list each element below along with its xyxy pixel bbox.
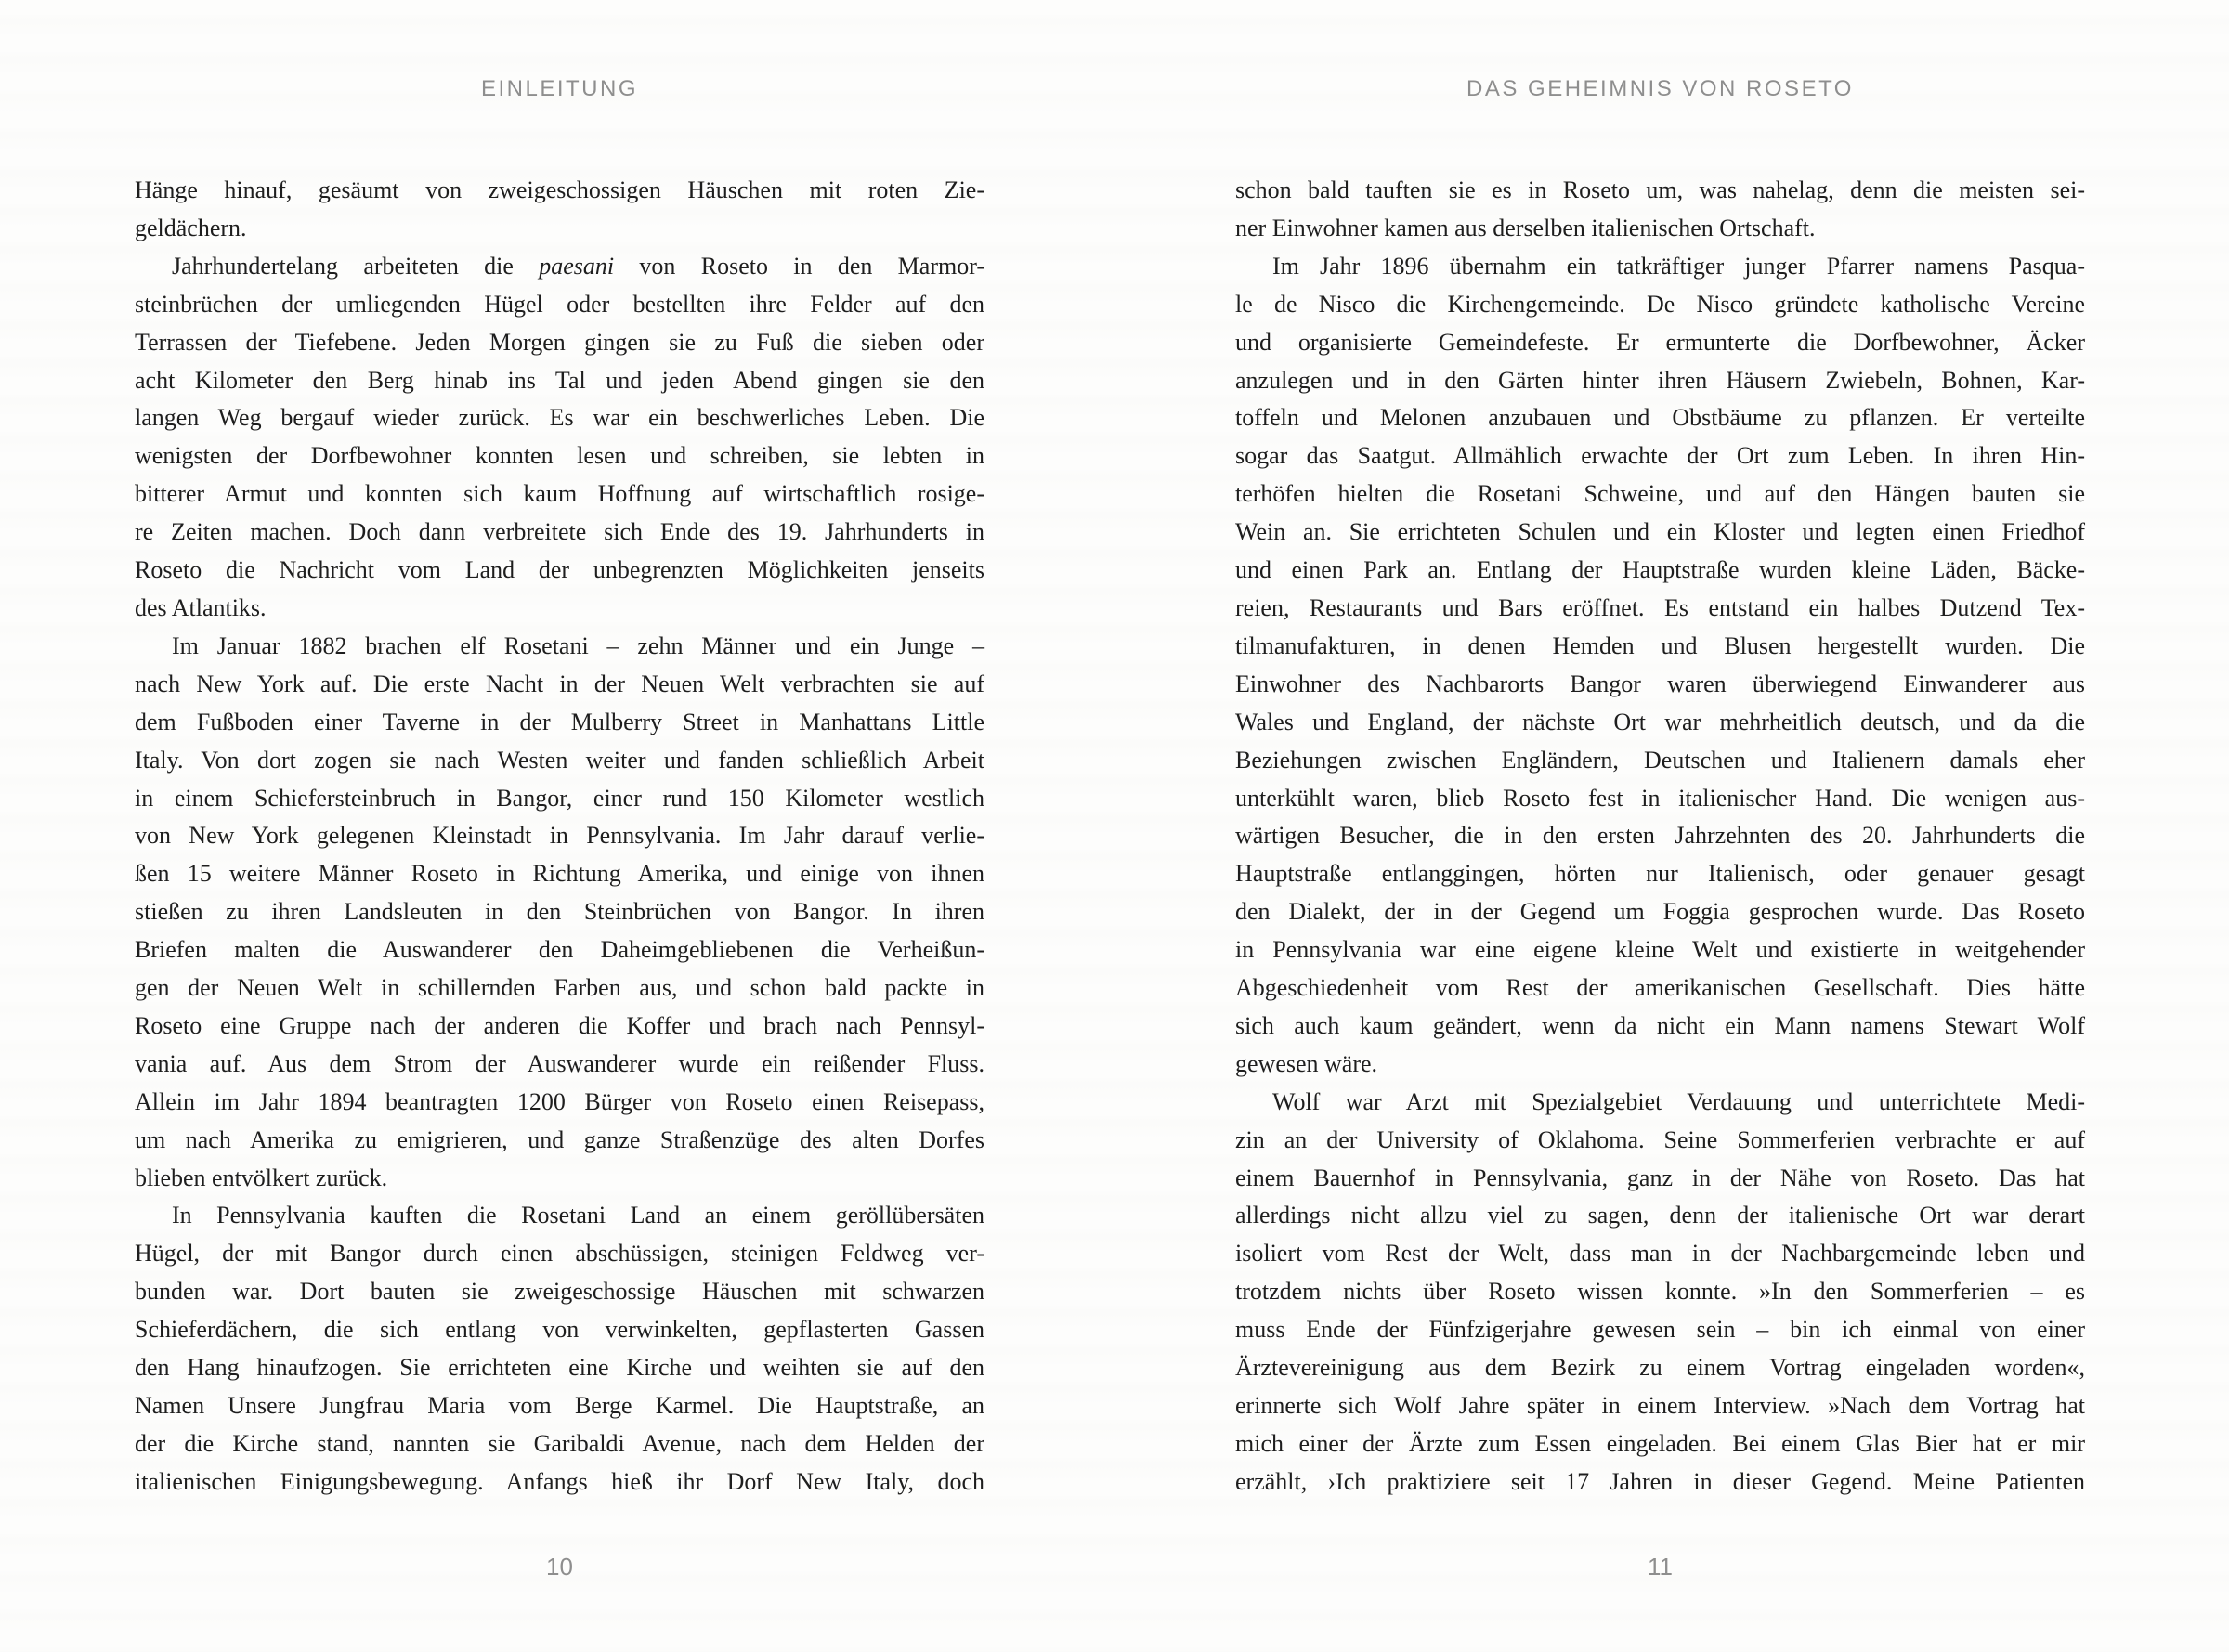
text-line: bunden war. Dort bauten sie zweigeschossige Häuschen mit schwarzen	[135, 1278, 984, 1306]
right-page	[1114, 0, 2229, 1652]
text-line: um nach Amerika zu emigrieren, und ganze Straßenzüge des alten Dorfes	[135, 1125, 984, 1153]
text-line: und einen Park an. Entlang der Hauptstraße wurden kleine Läden, Bäcke-	[1235, 556, 2085, 584]
text-line: anzulegen und in den Gärten hinter ihren Häusern Zwiebeln, Bohnen, Kar-	[1235, 366, 2085, 394]
text-line: stießen zu ihren Landsleuten in den Steinbrüchen von Bangor. In ihren	[135, 898, 984, 926]
text-line: re Zeiten machen. Doch dann verbreitete sich Ende des 19. Jahrhunderts in	[135, 518, 984, 546]
running-head-left: EINLEITUNG	[480, 76, 639, 101]
text-line: Namen Unsere Jungfrau Maria vom Berge Karmel. Die Hauptstraße, an	[135, 1392, 984, 1419]
text-line: Im Jahr 1896 übernahm ein tatkräftiger junger Pfarrer namens Pasqua-	[1272, 252, 2085, 280]
text-line: des Atlantiks.	[135, 593, 267, 621]
text-line: allerdings nicht allzu viel zu sagen, denn der italienische Ort war derart	[1235, 1202, 2085, 1229]
text-line: ßen 15 weitere Männer Roseto in Richtung Amerika, und einige von ihnen	[135, 860, 984, 888]
text-line: wenigsten der Dorfbewohner konnten lesen und schreiben, sie lebten in	[135, 442, 984, 470]
text-line: le de Nisco die Kirchengemeinde. De Nisco gründete katholische Vereine	[1235, 290, 2085, 318]
text-line: Roseto die Nachricht vom Land der unbegrenzten Möglichkeiten jenseits	[135, 556, 984, 584]
text-line: einem Bauernhof in Pennsylvania, ganz in der Nähe von Roseto. Das hat	[1235, 1164, 2085, 1191]
page-number-left: 10	[546, 1553, 573, 1580]
text-line: muss Ende der Fünfzigerjahre gewesen sein – bin ich einmal von einer	[1235, 1316, 2085, 1344]
text-line: Allein im Jahr 1894 beantragten 1200 Bürger von Roseto einen Reisepass,	[135, 1087, 984, 1115]
text-line: in einem Schiefersteinbruch in Bangor, einer rund 150 Kilometer westlich	[135, 784, 984, 812]
text-line: schon bald tauften sie es in Roseto um, was nahelag, denn die meisten sei-	[1235, 176, 2085, 203]
text-line: In Pennsylvania kauften die Rosetani Land an einem geröllübersäten	[172, 1202, 984, 1229]
text-line: Einwohner des Nachbarorts Bangor waren überwiegend Einwanderer aus	[1235, 670, 2085, 697]
text-line: Abgeschiedenheit vom Rest der amerikanischen Gesellschaft. Dies hätte	[1235, 974, 2085, 1002]
text-line: Im Januar 1882 brachen elf Rosetani – zehn Männer und ein Junge –	[172, 631, 984, 659]
text-line: ner Einwohner kamen aus derselben italienischen Ortschaft.	[1235, 214, 1816, 241]
text-line: vania auf. Aus dem Strom der Auswanderer wurde ein reißender Fluss.	[135, 1049, 984, 1077]
text-line: der die Kirche stand, nannten sie Garibaldi Avenue, nach dem Helden der	[135, 1429, 984, 1457]
text-line: Schieferdächern, die sich entlang von verwinkelten, gepflasterten Gassen	[135, 1316, 984, 1344]
text-line: toffeln und Melonen anzubauen und Obstbäume zu pflanzen. Er verteilte	[1235, 404, 2085, 432]
text-line: gen der Neuen Welt in schillernden Farben aus, und schon bald packte in	[135, 974, 984, 1002]
text-line: terhöfen hielten die Rosetani Schweine, und auf den Hängen bauten sie	[1235, 480, 2085, 508]
text-line: Italy. Von dort zogen sie nach Westen weiter und fanden schließlich Arbeit	[135, 746, 984, 774]
text-line: den Dialekt, der in der Gegend um Foggia gesprochen wurde. Das Roseto	[1235, 898, 2085, 926]
text-line: in Pennsylvania war eine eigene kleine Welt und existierte in weitgehender	[1235, 936, 2085, 964]
text-line: isoliert vom Rest der Welt, dass man in der Nachbargemeinde leben und	[1235, 1240, 2085, 1268]
text-line: Wein an. Sie errichteten Schulen und ein Kloster und legten einen Friedhof	[1235, 518, 2085, 546]
text-line: unterkühlt waren, blieb Roseto fest in italienischer Hand. Die wenigen aus-	[1235, 784, 2085, 812]
text-line: Hauptstraße entlanggingen, hörten nur Italienisch, oder genauer gesagt	[1235, 860, 2085, 888]
page-number-right: 11	[1648, 1553, 1673, 1580]
text-line: geldächern.	[135, 214, 247, 241]
text-line: italienischen Einigungsbewegung. Anfangs hieß ihr Dorf New Italy, doch	[135, 1467, 984, 1495]
text-line: Wolf war Arzt mit Spezialgebiet Verdauung und unterrichtete Medi-	[1272, 1087, 2085, 1115]
text-line: Briefen malten die Auswanderer den Daheimgebliebenen die Verheißun-	[135, 936, 984, 964]
text-line: Terrassen der Tiefebene. Jeden Morgen gingen sie zu Fuß die sieben oder	[135, 328, 984, 356]
running-head-right: DAS GEHEIMNIS VON ROSETO	[1466, 76, 1854, 101]
text-line: von New York gelegenen Kleinstadt in Pennsylvania. Im Jahr darauf verlie-	[135, 822, 984, 850]
text-line: Hügel, der mit Bangor durch einen abschüssigen, steinigen Feldweg ver-	[135, 1240, 984, 1268]
text-line: langen Weg bergauf wieder zurück. Es war ein beschwerliches Leben. Die	[135, 404, 984, 432]
text-line: sogar das Saatgut. Allmählich erwachte der Ort zum Leben. In ihren Hin-	[1235, 442, 2085, 470]
left-page	[0, 0, 1114, 1652]
text-line: nach New York auf. Die erste Nacht in der Neuen Welt verbrachten sie auf	[135, 670, 984, 697]
text-line: steinbrüchen der umliegenden Hügel oder bestellten ihre Felder auf den	[135, 290, 984, 318]
text-line: zin an der University of Oklahoma. Seine Sommerferien verbrachte er auf	[1235, 1125, 2085, 1153]
text-line: tilmanufakturen, in denen Hemden und Blusen hergestellt wurden. Die	[1235, 631, 2085, 659]
text-line: erzählt, ›Ich praktiziere seit 17 Jahren in dieser Gegend. Meine Patienten	[1235, 1467, 2085, 1495]
text-line: und organisierte Gemeindefeste. Er ermunterte die Dorfbewohner, Äcker	[1235, 328, 2085, 356]
text-line: Beziehungen zwischen Engländern, Deutschen und Italienern damals eher	[1235, 746, 2085, 774]
text-line: sich auch kaum geändert, wenn da nicht ein Mann namens Stewart Wolf	[1235, 1011, 2085, 1039]
text-line: mich einer der Ärzte zum Essen eingeladen. Bei einem Glas Bier hat er mir	[1235, 1429, 2085, 1457]
text-line: den Hang hinaufzogen. Sie errichteten eine Kirche und weihten sie auf den	[135, 1354, 984, 1382]
right-text-column	[1235, 172, 2085, 1502]
text-line: trotzdem nichts über Roseto wissen konnte. »In den Sommerferien – es	[1235, 1278, 2085, 1306]
text-line: Ärztevereinigung aus dem Bezirk zu einem Vortrag eingeladen worden«,	[1235, 1354, 2085, 1382]
text-line: erinnerte sich Wolf Jahre später in einem Interview. »Nach dem Vortrag hat	[1235, 1392, 2085, 1419]
text-line: wärtigen Besucher, die in den ersten Jahrzehnten des 20. Jahrhunderts die	[1235, 822, 2085, 850]
text-line: bitterer Armut und konnten sich kaum Hoffnung auf wirtschaftlich rosige-	[135, 480, 984, 508]
text-line: Wales und England, der nächste Ort war mehrheitlich deutsch, und da die	[1235, 708, 2085, 735]
text-line: Hänge hinauf, gesäumt von zweigeschossigen Häuschen mit roten Zie-	[135, 176, 984, 203]
text-line: blieben entvölkert zurück.	[135, 1164, 388, 1191]
text-line: Jahrhundertelang arbeiteten die paesani von Roseto in den Marmor-	[172, 252, 985, 280]
text-line: dem Fußboden einer Taverne in der Mulberry Street in Manhattans Little	[135, 708, 984, 735]
text-line: reien, Restaurants und Bars eröffnet. Es entstand ein halbes Dutzend Tex-	[1235, 593, 2085, 621]
text-line: gewesen wäre.	[1235, 1049, 1378, 1077]
left-text-column	[135, 172, 984, 1502]
text-line: Roseto eine Gruppe nach der anderen die Koffer und brach nach Pennsyl-	[135, 1011, 984, 1039]
text-line: acht Kilometer den Berg hinab ins Tal und jeden Abend gingen sie den	[135, 366, 984, 394]
